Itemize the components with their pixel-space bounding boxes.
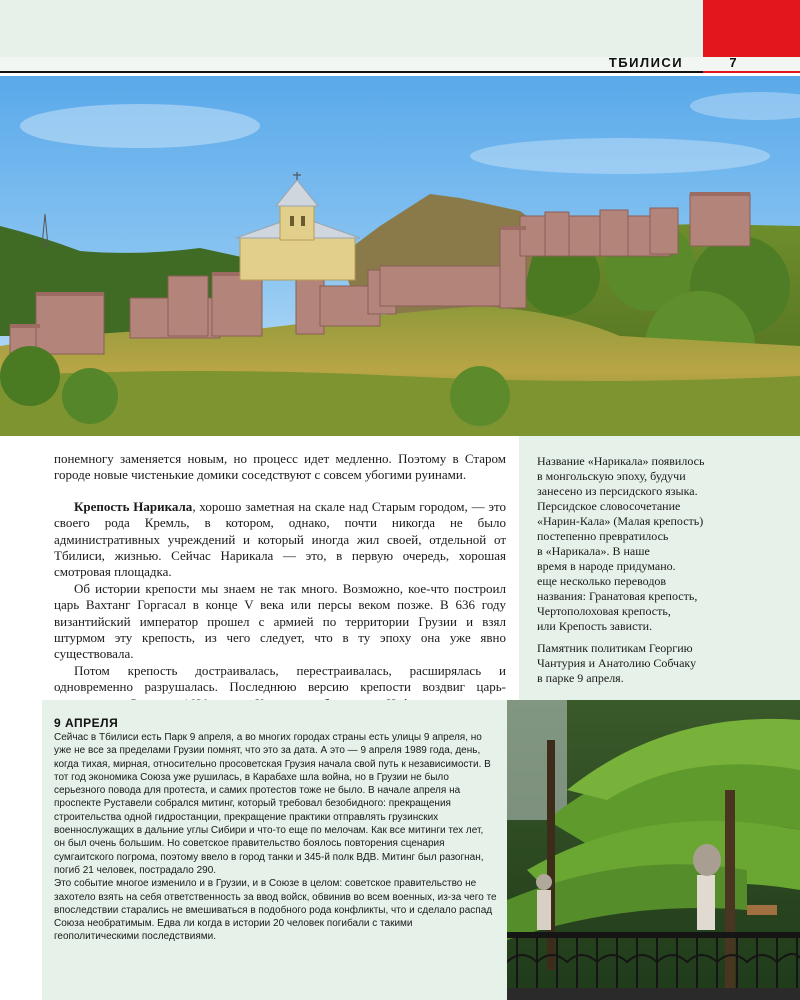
paragraph-narikala-text: , хорошо заметная на скале над Старым городом, — это своего рода Кремль, в котором, однако, почти никогда не было административных учреждений и который иногда жил своей, отдельной от Тбилиси, жизнью. Сейчас Нарикала — это, в первую очередь, хорошая смотровая площадка.: [54, 498, 506, 580]
fortress-narikala-photo: [0, 76, 800, 436]
header-mint-band: [0, 0, 703, 57]
park-monument-photo: [507, 700, 800, 1000]
info-box-paragraph-2: Это событие многое изменило и в Грузии, и в Союзе в целом: советское правительство не захотело взять на себя ответственность за ввод войск, обвинив во всем военных, из-за чего те впоследствии старались не вмешиваться в подобного рода конфликты, что и сделало распад Союза необратимым. Едва ли когда в истории 20 человек погибали с такими геополитическими последствиями.: [54, 878, 497, 943]
caption-narikala-name: Название «Нарикала» появилось в монгольскую эпоху, будучи занесено из персидского языка. Персидское словосочетание «Нарин-Кала» (Малая крепость) постепенно превратилось в «Нарикала». В наше время в народе придумано. еще несколько переводов названия: Гранатовая крепость, Чертополоховая крепость, или Крепость зависти.: [537, 454, 705, 633]
header-rule: [0, 71, 703, 73]
info-box-title: 9 АПРЕЛЯ: [54, 716, 119, 730]
caption-monument: Памятник политикам Георгию Чантурия и Анатолию Собчаку в парке 9 апреля.: [537, 641, 697, 685]
paragraph-history: Об истории крепости мы знаем не так много. Возможно, кое-что построил царь Вахтанг Горгасал в конце V века или персы веком позже. В 636 году византийский император прошел с армией по территории Грузии и взял штурмом эту крепость, из чего следует, что в ту эпоху она уже явно существовала.: [54, 580, 506, 662]
paragraph-1: понемногу заменяется новым, но процесс идет медленно. Поэтому в Старом городе новые чистенькие домики соседствуют с совсем убогими руинами.: [54, 451, 506, 483]
page-number: 7: [729, 55, 737, 70]
header-rule-accent: [703, 71, 800, 73]
header-red-tab: [703, 0, 800, 57]
term-narikala: Крепость Нарикала: [74, 498, 193, 514]
paragraph-rebuilding: Потом крепость достраивалась, перестраивалась, расширялась и одновременно разрушалась. Последнюю версию крепости воздвиг царь-: [54, 662, 506, 695]
section-title: ТБИЛИСИ: [608, 55, 684, 70]
paragraph-narikala: [54, 499, 506, 581]
info-box-paragraph-1: Сейчас в Тбилиси есть Парк 9 апреля, а во многих городах страны есть улицы 9 апреля, но уже не все за пределами Грузии помнят, что это за дата. А это — 9 апреля 1989 года, день, когда тихая, мирная, относительно просоветская Грузия начала свой путь к независимости. В тот год экономика Союза уже рушилась, в Карабахе шла война, но в Грузии не было серьезного повода для протеста, и самих протестов тоже не было. В начале апреля на проспекте Руставели собрался митинг, который требовал безобидного: прекращения строительства одной гидростанции, прекращение практики отправлять грузинских военнослужащих в дальние углы Сибири и что-то еще по мелочам. Как все митинги тех лет, он был очень большим. Но советское правительство боялось повторения сценария сумгаитского погрома, поэтому ввело в город танки и 345-й полк ВДВ. Митинг был разогнан, погиб 21 человек, пострадало 290.: [54, 732, 491, 876]
info-box-text: [54, 731, 497, 944]
body-text: [54, 451, 506, 712]
